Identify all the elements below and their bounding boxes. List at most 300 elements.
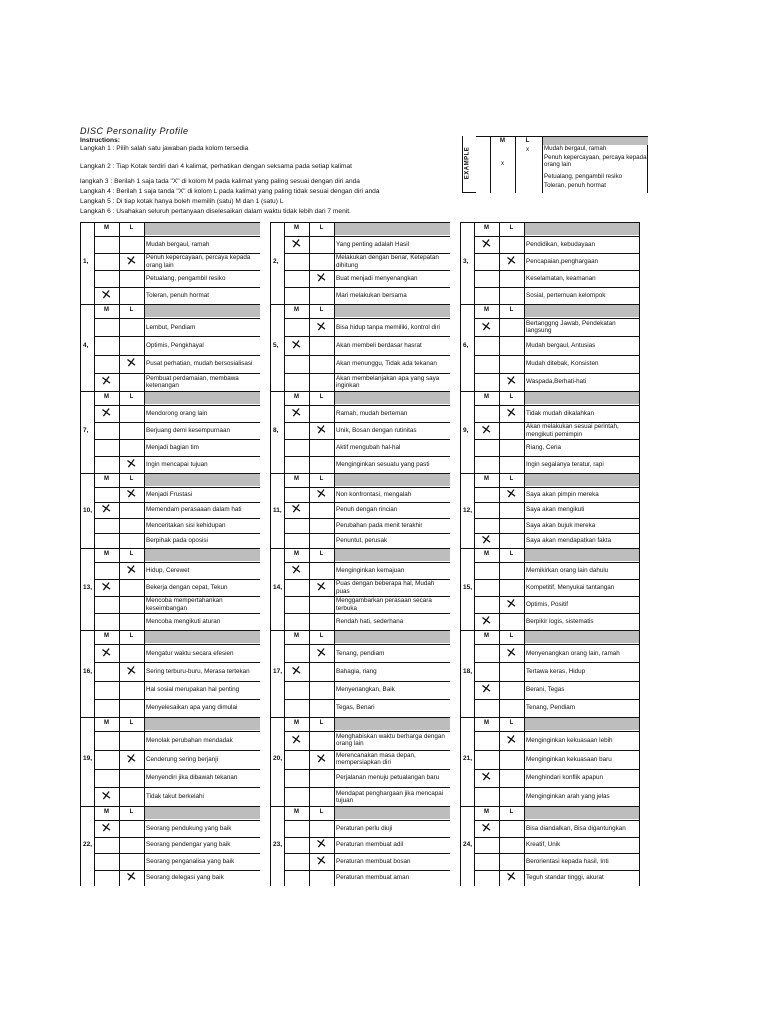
least-checkbox[interactable] [499, 870, 524, 887]
most-checkbox[interactable] [94, 731, 119, 750]
least-checkbox[interactable] [119, 750, 144, 769]
instruction-line: Langkah 5 : Di tiap kotak hanya boleh memilih (satu) M dan 1 (satu) L [80, 198, 284, 205]
question-header [80, 717, 260, 731]
least-checkbox[interactable] [499, 787, 524, 806]
most-checkbox[interactable] [474, 439, 499, 456]
least-checkbox[interactable] [309, 422, 334, 439]
least-checkbox[interactable] [119, 439, 144, 456]
statement-row [270, 644, 450, 662]
most-checkbox[interactable] [94, 270, 119, 287]
least-checkbox[interactable] [309, 769, 334, 788]
x-mark-icon: ✕ [505, 596, 518, 613]
statement-text: Menginginkan kemajuan [336, 566, 405, 574]
least-checkbox[interactable] [499, 820, 524, 837]
l-column-header: L [129, 307, 134, 313]
question-number: 23, [273, 841, 283, 849]
l-column-header: L [319, 476, 324, 482]
instructions [80, 138, 460, 219]
most-checkbox[interactable] [94, 287, 119, 304]
most-checkbox[interactable] [474, 355, 499, 373]
most-checkbox[interactable] [284, 731, 309, 750]
most-checkbox[interactable] [284, 287, 309, 304]
most-checkbox[interactable] [474, 236, 499, 253]
question-block [460, 630, 640, 717]
most-checkbox[interactable] [474, 699, 499, 717]
least-checkbox[interactable] [309, 731, 334, 750]
least-checkbox[interactable] [499, 518, 524, 533]
most-checkbox[interactable] [474, 253, 499, 270]
x-mark-icon: ✕ [125, 562, 138, 579]
most-checkbox[interactable] [474, 787, 499, 806]
least-checkbox[interactable] [309, 518, 334, 533]
least-checkbox[interactable] [119, 533, 144, 548]
least-checkbox[interactable] [309, 750, 334, 769]
least-checkbox[interactable] [119, 681, 144, 699]
most-checkbox[interactable] [474, 644, 499, 662]
least-checkbox[interactable] [309, 439, 334, 456]
least-checkbox[interactable] [499, 750, 524, 769]
least-checkbox[interactable] [119, 456, 144, 473]
least-checkbox[interactable] [309, 405, 334, 422]
statement-row [270, 662, 450, 680]
x-mark-icon: ✕ [125, 355, 138, 372]
most-checkbox[interactable] [474, 502, 499, 517]
statement-row [80, 355, 260, 373]
least-checkbox[interactable] [119, 853, 144, 870]
x-mark-icon: ✕ [315, 318, 328, 336]
least-checkbox[interactable] [499, 487, 524, 502]
least-checkbox[interactable] [309, 562, 334, 579]
most-checkbox[interactable] [284, 318, 309, 336]
least-checkbox[interactable] [499, 502, 524, 517]
least-checkbox[interactable] [499, 769, 524, 788]
least-checkbox[interactable] [499, 837, 524, 854]
most-checkbox[interactable] [474, 456, 499, 473]
least-checkbox[interactable] [499, 731, 524, 750]
l-column-header: L [509, 476, 514, 482]
most-checkbox[interactable] [284, 644, 309, 662]
most-checkbox[interactable] [474, 853, 499, 870]
least-checkbox[interactable] [119, 613, 144, 630]
least-checkbox[interactable] [309, 318, 334, 336]
statement-text: Saya akan pimpin mereka [526, 491, 599, 499]
l-column-header: L [319, 809, 324, 815]
most-checkbox[interactable] [284, 662, 309, 680]
statement-row [80, 613, 260, 630]
least-checkbox[interactable] [119, 422, 144, 439]
most-checkbox[interactable] [474, 405, 499, 422]
least-checkbox[interactable] [499, 236, 524, 253]
most-checkbox[interactable] [94, 518, 119, 533]
statement-row [270, 787, 450, 806]
most-checkbox[interactable] [474, 562, 499, 579]
most-checkbox[interactable] [284, 750, 309, 769]
most-checkbox[interactable] [474, 750, 499, 769]
least-checkbox[interactable] [499, 644, 524, 662]
least-checkbox[interactable] [119, 253, 144, 270]
least-checkbox[interactable] [309, 373, 334, 391]
statement-text: Perjalanan menuju petualangan baru [336, 774, 440, 782]
least-checkbox[interactable] [119, 596, 144, 613]
most-checkbox[interactable] [474, 318, 499, 336]
least-checkbox[interactable] [309, 456, 334, 473]
least-checkbox[interactable] [499, 405, 524, 422]
l-column-header: L [509, 394, 514, 400]
x-mark-icon: ✕ [505, 644, 518, 662]
statement-row [460, 853, 640, 870]
least-checkbox[interactable] [499, 253, 524, 270]
least-checkbox[interactable] [119, 518, 144, 533]
example-l-header: L [525, 137, 530, 144]
statement-text: Seorang penganalisa yang baik [146, 857, 235, 865]
example-l-cell[interactable]: x [525, 146, 530, 153]
x-mark-icon: ✕ [315, 644, 328, 662]
statement-text: Kreatif, Unik [526, 841, 561, 849]
most-checkbox[interactable] [284, 253, 309, 270]
least-checkbox[interactable] [499, 456, 524, 473]
least-checkbox[interactable] [499, 355, 524, 373]
most-checkbox[interactable] [474, 287, 499, 304]
most-checkbox[interactable] [94, 487, 119, 502]
statement-text: Bahagia, riang [336, 667, 377, 675]
most-checkbox[interactable] [284, 579, 309, 596]
least-checkbox[interactable] [309, 787, 334, 806]
most-checkbox[interactable] [474, 487, 499, 502]
least-checkbox[interactable] [499, 533, 524, 548]
instructions-heading: Instructions: [80, 137, 120, 144]
least-checkbox[interactable] [309, 355, 334, 373]
statement-row [270, 731, 450, 750]
most-checkbox[interactable] [474, 533, 499, 548]
least-checkbox[interactable] [119, 405, 144, 422]
statement-row [270, 533, 450, 548]
most-checkbox[interactable] [284, 405, 309, 422]
least-checkbox[interactable] [309, 699, 334, 717]
most-checkbox[interactable] [474, 681, 499, 699]
statement-text: Mengatur waktu secara efesien [146, 649, 234, 657]
least-checkbox[interactable] [499, 439, 524, 456]
statement-row [460, 769, 640, 788]
least-checkbox[interactable] [119, 731, 144, 750]
least-checkbox[interactable] [119, 487, 144, 502]
statement-row [80, 502, 260, 517]
most-checkbox[interactable] [94, 644, 119, 662]
statement-row [270, 253, 450, 270]
least-checkbox[interactable] [499, 336, 524, 354]
statement-text: Menginginkan arah yang jelas [526, 793, 610, 801]
least-checkbox[interactable] [309, 613, 334, 630]
least-checkbox[interactable] [119, 662, 144, 680]
most-checkbox[interactable] [284, 533, 309, 548]
least-checkbox[interactable] [499, 596, 524, 613]
l-column-header: L [509, 551, 514, 557]
most-checkbox[interactable] [284, 562, 309, 579]
question-block [270, 630, 450, 717]
least-checkbox[interactable] [309, 644, 334, 662]
most-checkbox[interactable] [94, 336, 119, 354]
statement-row [270, 750, 450, 769]
statement-row [460, 456, 640, 473]
statement-text: Penuh kepercayaan, percaya kepada orang lain [146, 254, 251, 269]
least-checkbox[interactable] [309, 662, 334, 680]
most-checkbox[interactable] [94, 355, 119, 373]
least-checkbox[interactable] [119, 287, 144, 304]
x-mark-icon: ✕ [125, 869, 138, 886]
statement-text: Berjuang demi kesempurnaan [146, 426, 231, 434]
least-checkbox[interactable] [119, 355, 144, 373]
most-checkbox[interactable] [94, 439, 119, 456]
most-checkbox[interactable] [474, 422, 499, 439]
question-header [460, 806, 640, 820]
statement-row [270, 318, 450, 336]
question-block [270, 548, 450, 630]
least-checkbox[interactable] [309, 502, 334, 517]
most-checkbox[interactable] [284, 613, 309, 630]
most-checkbox[interactable] [284, 487, 309, 502]
least-checkbox[interactable] [499, 699, 524, 717]
least-checkbox[interactable] [119, 644, 144, 662]
least-checkbox[interactable] [309, 579, 334, 596]
question-block [460, 222, 640, 304]
least-checkbox[interactable] [499, 853, 524, 870]
most-checkbox[interactable] [474, 769, 499, 788]
least-checkbox[interactable] [309, 681, 334, 699]
statement-row [460, 439, 640, 456]
most-checkbox[interactable] [474, 870, 499, 887]
most-checkbox[interactable] [94, 253, 119, 270]
most-checkbox[interactable] [284, 853, 309, 870]
most-checkbox[interactable] [94, 236, 119, 253]
statement-text: Menyenangkan orang lain, ramah [526, 649, 620, 657]
instruction-line: Langkah 1 : Pilih salah satu jawaban pada kolom tersedia [80, 145, 249, 152]
question-number: 18, [463, 667, 473, 675]
most-checkbox[interactable] [474, 596, 499, 613]
statement-row [80, 853, 260, 870]
question-number: 15, [463, 584, 473, 592]
least-checkbox[interactable] [119, 562, 144, 579]
least-checkbox[interactable] [119, 837, 144, 854]
statement-row [270, 422, 450, 439]
most-checkbox[interactable] [474, 731, 499, 750]
question-block [80, 717, 260, 806]
statement-row [270, 820, 450, 837]
statement-row [80, 456, 260, 473]
least-checkbox[interactable] [309, 853, 334, 870]
m-column-header: M [294, 720, 299, 726]
most-checkbox[interactable] [94, 837, 119, 854]
most-checkbox[interactable] [284, 820, 309, 837]
most-checkbox[interactable] [284, 355, 309, 373]
statement-text: Seorang pendukung yang baik [146, 824, 232, 832]
least-checkbox[interactable] [119, 336, 144, 354]
example-tag: EXAMPLE [462, 136, 476, 193]
question-block [460, 548, 640, 630]
most-checkbox[interactable] [284, 837, 309, 854]
most-checkbox[interactable] [284, 502, 309, 517]
most-checkbox[interactable] [94, 533, 119, 548]
most-checkbox[interactable] [94, 562, 119, 579]
x-mark-icon: ✕ [125, 253, 138, 270]
least-checkbox[interactable] [499, 613, 524, 630]
statement-text: Ramah, mudah berteman [336, 409, 408, 417]
least-checkbox[interactable] [499, 562, 524, 579]
most-checkbox[interactable] [94, 456, 119, 473]
least-checkbox[interactable] [119, 820, 144, 837]
most-checkbox[interactable] [474, 336, 499, 354]
statement-text: Hidup, Cerewet [146, 566, 190, 574]
most-checkbox[interactable] [94, 579, 119, 596]
least-checkbox[interactable] [499, 579, 524, 596]
most-checkbox[interactable] [284, 422, 309, 439]
question-block [460, 473, 640, 548]
least-checkbox[interactable] [119, 318, 144, 336]
most-checkbox[interactable] [94, 699, 119, 717]
least-checkbox[interactable] [309, 820, 334, 837]
most-checkbox[interactable] [94, 318, 119, 336]
least-checkbox[interactable] [309, 336, 334, 354]
question-header [460, 630, 640, 644]
most-checkbox[interactable] [94, 681, 119, 699]
most-checkbox[interactable] [474, 820, 499, 837]
statement-text: Peraturan membuat bosan [336, 857, 411, 865]
statement-row [460, 405, 640, 422]
most-checkbox[interactable] [94, 596, 119, 613]
most-checkbox[interactable] [474, 837, 499, 854]
statement-text: Keselamatan, keamanan [526, 274, 596, 282]
least-checkbox[interactable] [119, 502, 144, 517]
most-checkbox[interactable] [94, 853, 119, 870]
statement-row [80, 662, 260, 680]
most-checkbox[interactable] [94, 870, 119, 887]
least-checkbox[interactable] [309, 487, 334, 502]
statement-text: Pusat perhatian, mudah bersosialisasi [146, 360, 253, 368]
most-checkbox[interactable] [284, 681, 309, 699]
statement-text: Menginginkan sesuatu yang pasti [336, 460, 430, 468]
most-checkbox[interactable] [94, 373, 119, 391]
statement-text: Optimis, Pengkhayal [146, 341, 204, 349]
most-checkbox[interactable] [284, 699, 309, 717]
least-checkbox[interactable] [119, 870, 144, 887]
least-checkbox[interactable] [499, 662, 524, 680]
most-checkbox[interactable] [474, 270, 499, 287]
question-header [270, 391, 450, 405]
most-checkbox[interactable] [284, 456, 309, 473]
least-checkbox[interactable] [309, 287, 334, 304]
most-checkbox[interactable] [474, 373, 499, 391]
least-checkbox[interactable] [119, 373, 144, 391]
most-checkbox[interactable] [94, 405, 119, 422]
example-m-cell[interactable]: x [500, 160, 505, 167]
statement-text: Rendah hati, sederhana [336, 617, 404, 625]
most-checkbox[interactable] [284, 373, 309, 391]
most-checkbox[interactable] [284, 439, 309, 456]
least-checkbox[interactable] [119, 236, 144, 253]
least-checkbox[interactable] [309, 253, 334, 270]
l-column-header: L [129, 551, 134, 557]
l-column-header: L [319, 720, 324, 726]
least-checkbox[interactable] [499, 318, 524, 336]
x-mark-icon: ✕ [315, 579, 328, 596]
x-mark-icon: ✕ [290, 337, 303, 354]
statement-row [460, 820, 640, 837]
most-checkbox[interactable] [474, 518, 499, 533]
least-checkbox[interactable] [309, 236, 334, 253]
statement-text: Seorang delegasi yang baik [146, 874, 224, 882]
most-checkbox[interactable] [94, 422, 119, 439]
most-checkbox[interactable] [284, 270, 309, 287]
most-checkbox[interactable] [94, 662, 119, 680]
most-checkbox[interactable] [284, 336, 309, 354]
question-header [80, 304, 260, 318]
statement-row [80, 596, 260, 613]
x-mark-icon: ✕ [505, 373, 518, 391]
question-block [80, 630, 260, 717]
least-checkbox[interactable] [119, 769, 144, 788]
most-checkbox[interactable] [284, 518, 309, 533]
statement-row [270, 613, 450, 630]
most-checkbox[interactable] [284, 236, 309, 253]
statement-row [80, 270, 260, 287]
least-checkbox[interactable] [309, 270, 334, 287]
least-checkbox[interactable] [499, 422, 524, 439]
example-row [476, 183, 648, 191]
question-number: 10, [83, 506, 93, 514]
statement-row [460, 422, 640, 439]
question-header [460, 548, 640, 562]
statement-text: Mencoba mempertahankan keseimbangan [146, 597, 223, 612]
statement-text: Pencapaian,penghargaan [526, 257, 599, 265]
most-checkbox[interactable] [474, 613, 499, 630]
most-checkbox[interactable] [94, 820, 119, 837]
least-checkbox[interactable] [499, 287, 524, 304]
most-checkbox[interactable] [94, 613, 119, 630]
most-checkbox[interactable] [284, 787, 309, 806]
statement-row [270, 373, 450, 391]
statement-text: Menginginkan kekuasaan lebih [526, 736, 613, 744]
x-mark-icon: ✕ [125, 663, 138, 680]
statement-text: Akan membelanjakan apa yang saya inginkan [336, 374, 440, 389]
most-checkbox[interactable] [284, 870, 309, 887]
least-checkbox[interactable] [309, 837, 334, 854]
least-checkbox[interactable] [499, 373, 524, 391]
most-checkbox[interactable] [284, 769, 309, 788]
m-column-header: M [104, 720, 109, 726]
least-checkbox[interactable] [119, 699, 144, 717]
least-checkbox[interactable] [499, 270, 524, 287]
question-number: 8, [273, 427, 279, 435]
most-checkbox[interactable] [474, 579, 499, 596]
most-checkbox[interactable] [474, 662, 499, 680]
least-checkbox[interactable] [499, 681, 524, 699]
least-checkbox[interactable] [309, 596, 334, 613]
least-checkbox[interactable] [309, 870, 334, 887]
most-checkbox[interactable] [94, 769, 119, 788]
statement-row [270, 502, 450, 517]
statement-row [460, 253, 640, 270]
statement-text: Pembuat perdamaian, membawa ketenangan [146, 374, 239, 389]
least-checkbox[interactable] [309, 533, 334, 548]
most-checkbox[interactable] [94, 502, 119, 517]
least-checkbox[interactable] [119, 579, 144, 596]
most-checkbox[interactable] [94, 750, 119, 769]
least-checkbox[interactable] [119, 787, 144, 806]
most-checkbox[interactable] [94, 787, 119, 806]
statement-text: Toleran, penuh hormat [146, 291, 210, 299]
statement-text: Peraturan perlu diuji [336, 824, 393, 832]
statement-row [460, 562, 640, 579]
least-checkbox[interactable] [119, 270, 144, 287]
most-checkbox[interactable] [284, 596, 309, 613]
